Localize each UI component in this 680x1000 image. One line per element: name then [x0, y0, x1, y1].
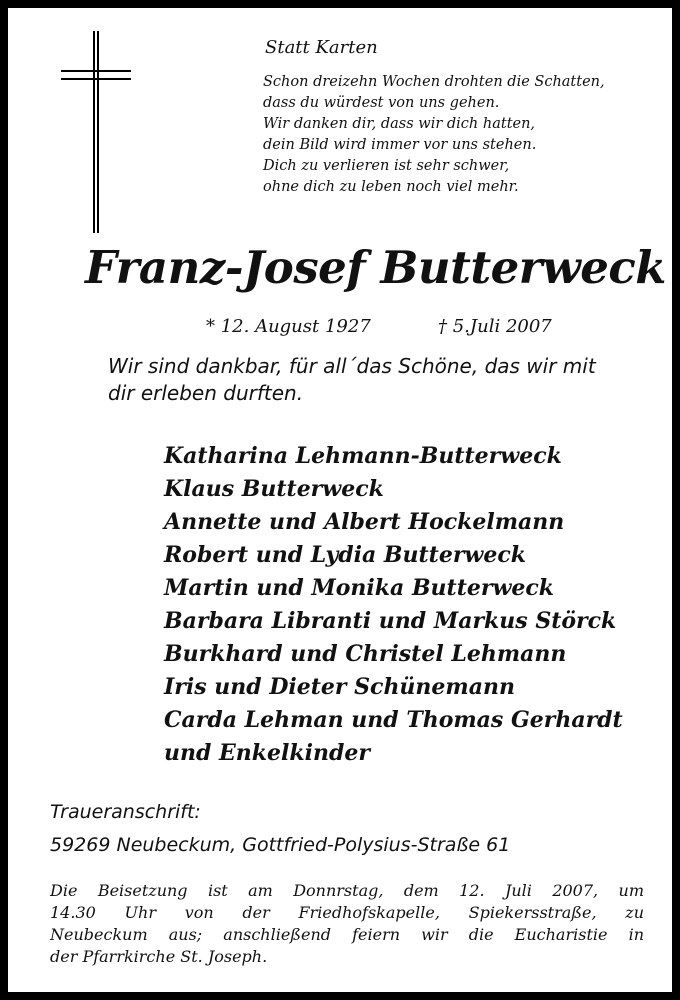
poem-line: Schon dreizehn Wochen drohten die Schatten,: [263, 74, 605, 90]
thanks-line: Wir sind dankbar, für all´das Schöne, das wir mit: [108, 354, 596, 378]
mourner-name: Barbara Libranti und Markus Störck: [164, 608, 617, 634]
poem-line: Dich zu verlieren ist sehr schwer,: [263, 158, 510, 174]
deceased-name: Franz-Josef Butterweck: [85, 241, 666, 294]
poem-line: Wir danken dir, dass wir dich hatten,: [263, 116, 536, 132]
poem-line: dein Bild wird immer vor uns stehen.: [263, 137, 537, 153]
thanks-text: [108, 353, 596, 407]
mourner-name: und Enkelkinder: [164, 740, 370, 766]
mourner-name: Katharina Lehmann-Butterweck: [164, 443, 562, 469]
birth-date: * 12. August 1927: [206, 316, 371, 337]
death-date: † 5.Juli 2007: [438, 316, 552, 337]
burial-line: der Pfarrkirche St. Joseph.: [50, 947, 268, 966]
mourner-name: Annette und Albert Hockelmann: [164, 509, 565, 535]
greeting: Statt Karten: [265, 37, 378, 58]
poem: [263, 72, 605, 198]
mourner-name: Martin und Monika Butterweck: [164, 575, 555, 601]
cross-horizontal-beam: [61, 70, 131, 80]
address-value: 59269 Neubeckum, Gottfried-Polysius-Straße 61: [50, 834, 511, 856]
burial-info: [50, 880, 644, 968]
poem-line: dass du würdest von uns gehen.: [263, 95, 500, 111]
mourner-name: Iris und Dieter Schünemann: [164, 674, 515, 700]
poem-line: ohne dich zu leben noch viel mehr.: [263, 179, 519, 195]
mourners-list: [164, 440, 623, 770]
burial-line: 14.30 Uhr von der Friedhofskapelle, Spiekersstraße, zu: [50, 903, 644, 922]
mourner-name: Burkhard und Christel Lehmann: [164, 641, 567, 667]
mourner-name: Robert und Lydia Butterweck: [164, 542, 526, 568]
cross-vertical-beam: [93, 31, 99, 233]
address-label: Traueranschrift:: [50, 801, 201, 823]
burial-line: Die Beisetzung ist am Donnrstag, dem 12. Juli 2007, um: [50, 881, 644, 900]
mourner-name: Klaus Butterweck: [164, 476, 384, 502]
thanks-line: dir erleben durften.: [108, 381, 304, 405]
mourner-name: Carda Lehman und Thomas Gerhardt: [164, 707, 623, 733]
burial-line: Neubeckum aus; anschließend feiern wir die Eucharistie in: [50, 925, 644, 944]
